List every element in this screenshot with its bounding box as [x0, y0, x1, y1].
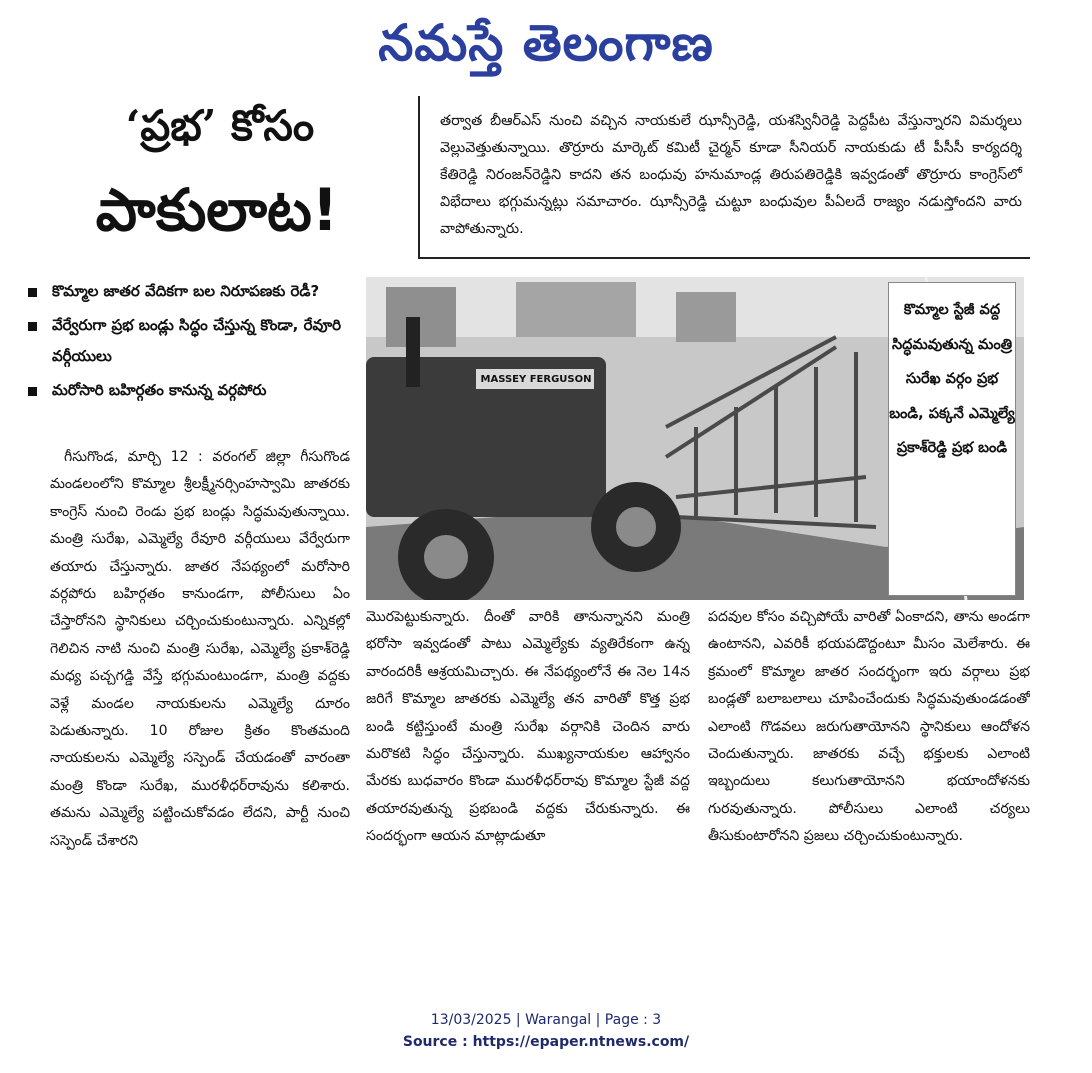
- bullet-text: మరోసారి బహిర్గతం కానున్న వర్గపోరు: [52, 381, 267, 399]
- bullet-item: [24, 276, 364, 307]
- photo-caption-box: [888, 282, 1016, 596]
- bullet-list: [24, 276, 364, 409]
- continued-text: తర్వాత బీఆర్ఎస్ నుంచి వచ్చిన నాయకులే ఝాన్సీరెడ్డి, యశస్వినీరెడ్డి పెద్దపీట వేస్తున్నారని విమర్శలు వెల్లువెత్తుతున్నాయి. తొర్రూరు మార్కెట్ కమిటీ చైర్మన్ కూడా సీనియర్ నాయకుడు టీ పీసీసీ కార్యదర్శి కేతిరెడ్డి నిరంజన్‌రెడ్డిని కాదని తన బంధువు హనుమాండ్ల తిరుపతిరెడ్డికి ఇవ్వడంతో తొర్రూరు కాంగ్రెస్‌లో విభేదాలు భగ్గుమన్నట్లు సమాచారం. ఝాన్సీరెడ్డి చుట్టూ బంధువుల పీఏలదే రాజ్యం నడుస్తోందని వారు వాపోతున్నారు.: [440, 113, 1022, 237]
- headline-line-1: ‘ప్రభ’ కోసం: [125, 101, 315, 150]
- article-column-2: [366, 604, 690, 918]
- bullet-text: కొమ్మాల జాతర వేదికగా బల నిరూపణకు రెడీ?: [52, 282, 320, 300]
- article-column-1: [50, 444, 350, 918]
- masthead-logo: నమస్తే తెలంగాణ: [378, 13, 714, 72]
- bullet-text: వేర్వేరుగా ప్రభ బండ్లు సిద్ధం చేస్తున్న కొండా, రేవూరి వర్గీయులు: [52, 316, 342, 365]
- article-column-3: [708, 604, 1030, 918]
- article-text: మొరపెట్టుకున్నారు. దీంతో వారికి తానున్నానని మంత్రి భరోసా ఇవ్వడంతో పాటు ఎమ్మెల్యేకు వ్యతిరేకంగా ఉన్న వారందరికీ ఆశ్రయమిచ్చారు. ఈ నేపథ్యంలోనే ఈ నెల 14న జరిగే కొమ్మాల జాతరకు ఎమ్మెల్యే తన వారితో కొత్త ప్రభ బండి కట్టిస్తుంటే మంత్రి సురేఖ వర్గానికి చెందిన వారు మరొకటి సిద్ధం చేస్తున్నారు. ముఖ్యనాయకుల ఆహ్వానం మేరకు బుధవారం కొండా మురళీధర్‌రావు కొమ్మాల స్టేజీ వద్ద తయారవుతున్న ప్రభబండి వద్దకు చేరుకున్నారు. ఈ సందర్భంగా ఆయన మాట్లాడుతూ: [366, 609, 690, 845]
- bullet-item: [24, 310, 364, 372]
- tractor-brand-label: MASSEY FERGUSON: [480, 374, 592, 385]
- photo-caption: కొమ్మాల స్టేజీ వద్ద సిద్ధమవుతున్న మంత్రి సురేఖ వర్గం ప్రభ బండి, పక్కనే ఎమ్మెల్యే ప్రకాశ్‌రెడ్డి ప్రభ బండి: [889, 302, 1015, 456]
- footer-source: Source : https://epaper.ntnews.com/: [402, 1034, 690, 1050]
- bullet-square-icon: [28, 387, 37, 396]
- bullet-item: [24, 375, 364, 406]
- article-text: గీసుగొండ, మార్చి 12 : వరంగల్ జిల్లా గీసుగొండ మండలంలోని కొమ్మాల శ్రీలక్ష్మీనర్సింహస్వామి జాతరకు కాంగ్రెస్ నుంచి రెండు ప్రభ బండ్లు సిద్ధమవుతున్నాయి. మంత్రి సురేఖ, ఎమ్మెల్యే రేవూరి వర్గీయులు వేర్వేరుగా తయారు చేస్తున్నారు. జాతర నేపథ్యంలో మరోసారి వర్గపోరు బహిర్గతం కానుండగా, పోలీసులు ఏం చేస్తారోనని స్థానికులు చర్చించుకుంటున్నారు. ఎన్నికల్లో గెలిచిన నాటి నుంచి మంత్రి సురేఖ, ఎమ్మెల్యే ప్రకాశ్‌రెడ్డి మధ్య పచ్చగడ్డి వేస్తే భగ్గుమంటుండగా, మంత్రి వద్దకు వెళ్లే మండల నాయకులను ఎమ్మెల్యే దూరం పెడుతున్నారు. 10 రోజుల క్రితం కొంతమంది నాయకులను ఎమ్మెల్యే సస్పెండ్ చేయడంతో వారంతా మంత్రి కొండా సురేఖ, మురళీధర్‌రావును కలిశారు. తమను ఎమ్మెల్యే పట్టించుకోవడం లేదని, పార్టీ నుంచి సస్పెండ్ చేశారని: [50, 449, 350, 849]
- headline-line-2: పాకులాట!: [95, 176, 339, 244]
- bullet-square-icon: [28, 322, 37, 331]
- footer-date-edition: 13/03/2025 | Warangal | Page : 3: [430, 1012, 662, 1028]
- article-text: పదవుల కోసం వచ్చిపోయే వారితో ఏంకాదని, తాను అండగా ఉంటానని, ఎవరికీ భయపడొద్దంటూ మీసం మెలేశారు. ఈ క్రమంలో కొమ్మాల జాతర సందర్భంగా ఇరు వర్గాలు ప్రభ బండ్లతో బలాబలాలు చూపించేందుకు సిద్ధమవుతుండడంతో ఎలాంటి గొడవలు జరుగుతాయోనని స్థానికులు ఆందోళన చెందుతున్నారు. జాతరకు వచ్చే భక్తులకు ఎలాంటి ఇబ్బందులు కలుగుతాయోనని భయాందోళనకు గురవుతున్నారు. పోలీసులు ఎలాంటి చర్యలు తీసుకుంటారోనని ప్రజలు చర్చించుకుంటున్నారు.: [708, 609, 1030, 845]
- continued-text-box: [418, 96, 1030, 259]
- bullet-square-icon: [28, 288, 37, 297]
